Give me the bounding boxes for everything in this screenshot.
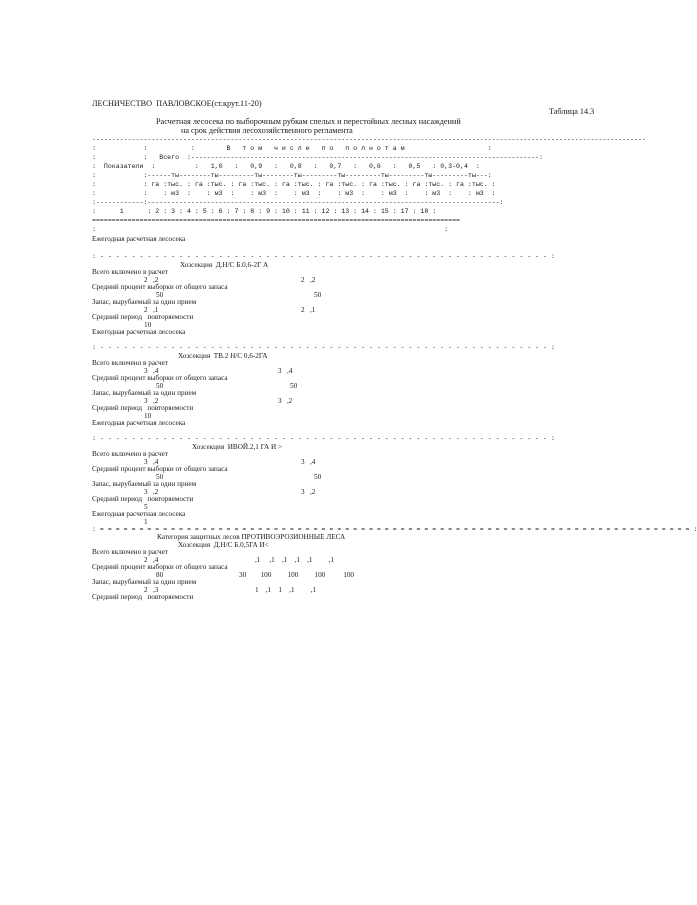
row-value-col: 50 [314,291,322,299]
row-label: Средний процент выборки от общего запаса [92,374,228,382]
row-value-col: 3 ,2 [278,397,293,405]
row-value-total: 50 [156,473,164,481]
row-value-col: 2 ,2 [301,276,316,284]
row-value-total: 10 [144,412,152,420]
block-separator: : - - - - - - - - - - - - - - - - - - - - - - - - - - - - - - - - - - - - - - - - - - - - - - - - - - - - - - - - - : [92,253,555,260]
row-value-total: 3 ,4 [144,367,159,375]
row-label: Запас, вырубаемый за один прием [92,298,197,306]
head-rule-bottom: ============================================================================================= [92,217,460,224]
row-label: Средний процент выборки от общего запаса [92,283,228,291]
row-label: Средний период повторяемости [92,313,194,321]
row-value-total: 5 [144,503,148,511]
row-value-total: 2 ,4 [144,556,159,564]
row-value-col: 2 ,1 [301,306,316,314]
row-value-col: 3 ,4 [301,458,316,466]
section-title: Хозсекция Д.Н/С Б.0,5ГА И< [178,541,269,549]
block-annual-label: Ежегодная расчетная лесосека [92,328,186,336]
row-value-cols: 1 ,1 1 ,1 ,1 [255,586,317,594]
block-annual-label: Ежегодная расчетная лесосека [92,235,186,243]
section-title: Хозсекция Д.Н/С Б.0,6-2Г А [180,261,269,269]
row-value-total: 80 [156,571,164,579]
section-title: Хозсекция ТВ.2 Н/С 0,6-2ГА [178,352,268,360]
block-separator: : - - - - - - - - - - - - - - - - - - - - - - - - - - - - - - - - - - - - - - - - - - - - - - - - - - - - - - - - - : [92,344,555,351]
row-value-total: 3 ,4 [144,458,159,466]
head-row-5: : : га :тыс. : га :тыс. : га :тыс. : га :тыс. : га :тыс. : га :тыс. : га :тыс. : га :тыс. : [92,181,496,188]
row-label: Всего включено в расчет [92,548,168,556]
row-value-col: 3 ,4 [278,367,293,375]
head-row-2: : : Всего :----------------------------------------------------------------------------------------: [92,154,544,161]
row-label: Средний период повторяемости [92,593,194,601]
row-value-col: 50 [290,382,298,390]
block-annual-label: Ежегодная расчетная лесосека [92,510,186,518]
protection-category: Категория защитных лесов ПРОТИВОЭРОЗИОННЫЕ ЛЕСА [157,533,346,541]
row-value-total: 2 ,3 [144,586,159,594]
block-separator: : - - - - - - - - - - - - - - - - - - - - - - - - - - - - - - - - - - - - - - - - - - - - - - - - - - - - - - - - - : [92,435,555,442]
row-value-col: 50 [314,473,322,481]
table-title-line2: на срок действия лесохозяйственного регламента [181,126,353,135]
column-numbers: : 1 : 2 : 3 : 4 : 5 : 6 : 7 : 8 : 9 : 10 : 11 : 12 : 13 : 14 : 15 : 17 : 18 : [92,208,437,215]
row-value-total: 3 ,2 [144,397,159,405]
row-label: Всего включено в расчет [92,359,168,367]
head-row-3: : Показатели : : 1,0 : 0,9 : 0,8 : 0,7 : 0,6 : 0,5 : 0,3-0,4 : [92,163,480,170]
row-label: Запас, вырубаемый за один прием [92,389,197,397]
row-value-col: 3 ,2 [301,488,316,496]
row-label: Запас, вырубаемый за один прием [92,578,197,586]
row-value-cols: 30 100 100 100 100 [239,571,354,579]
row-label: Всего включено в расчет [92,268,168,276]
table-title-line1: Расчетная лесосека по выборочным рубкам спелых и перестойных лесных насаждений [156,117,461,126]
row-value-total: 2 ,2 [144,276,159,284]
head-rule-top: -------------------------------------------------------------------------------------------------------------------------------------------- [92,136,646,143]
colon-row: : : [92,226,449,233]
section-title: Хозсекция ИВОЙ.2,1 ГА И > [192,443,283,451]
row-value-cols: ,1 ,1 ,1 ,1 ,1 ,1 [255,556,335,564]
block-annual-label: Ежегодная расчетная лесосека [92,419,186,427]
row-label: Средний период повторяемости [92,495,194,503]
row-value-total: 3 ,2 [144,488,159,496]
forestry-name: ЛЕСНИЧЕСТВО ПАВЛОВСКОЕ(ст.крут.11-20) [92,99,262,108]
row-label: Средний период повторяемости [92,404,194,412]
row-label: Запас, вырубаемый за один прием [92,480,197,488]
row-value-total: 10 [144,321,152,329]
row-value-total: 50 [156,382,164,390]
row-value-total: 50 [156,291,164,299]
block-separator: : = = = = = = = = = = = = = = = = = = = = = = = = = = = = = = = = = = = = = = = = = = = = = = = = = = = = = = = = = = = = = = = = = = = = = = = = = = = : [92,526,697,533]
row-label: Всего включено в расчет [92,450,168,458]
row-value-total: 2 ,1 [144,306,159,314]
head-row-1: : : : В т о м ч и с л е п о п о л н о т а м : [92,145,492,152]
row-label: Средний процент выборки от общего запаса [92,563,228,571]
head-row-6: : : : м3 : : м3 : : м3 : : м3 : : м3 : : м3 : : м3 : : м3 : [92,190,496,197]
head-rule-mid: :------------:-----------------------------------------------------------------------------------------: [92,199,504,206]
table-number: Таблица 14.3 [549,107,595,116]
row-label: Средний процент выборки от общего запаса [92,465,228,473]
head-row-4: : :------ты--------ты---------ты--------ты---------ты---------ты---------ты---------ты---: [92,172,492,179]
annual-value: 1 [144,518,148,526]
